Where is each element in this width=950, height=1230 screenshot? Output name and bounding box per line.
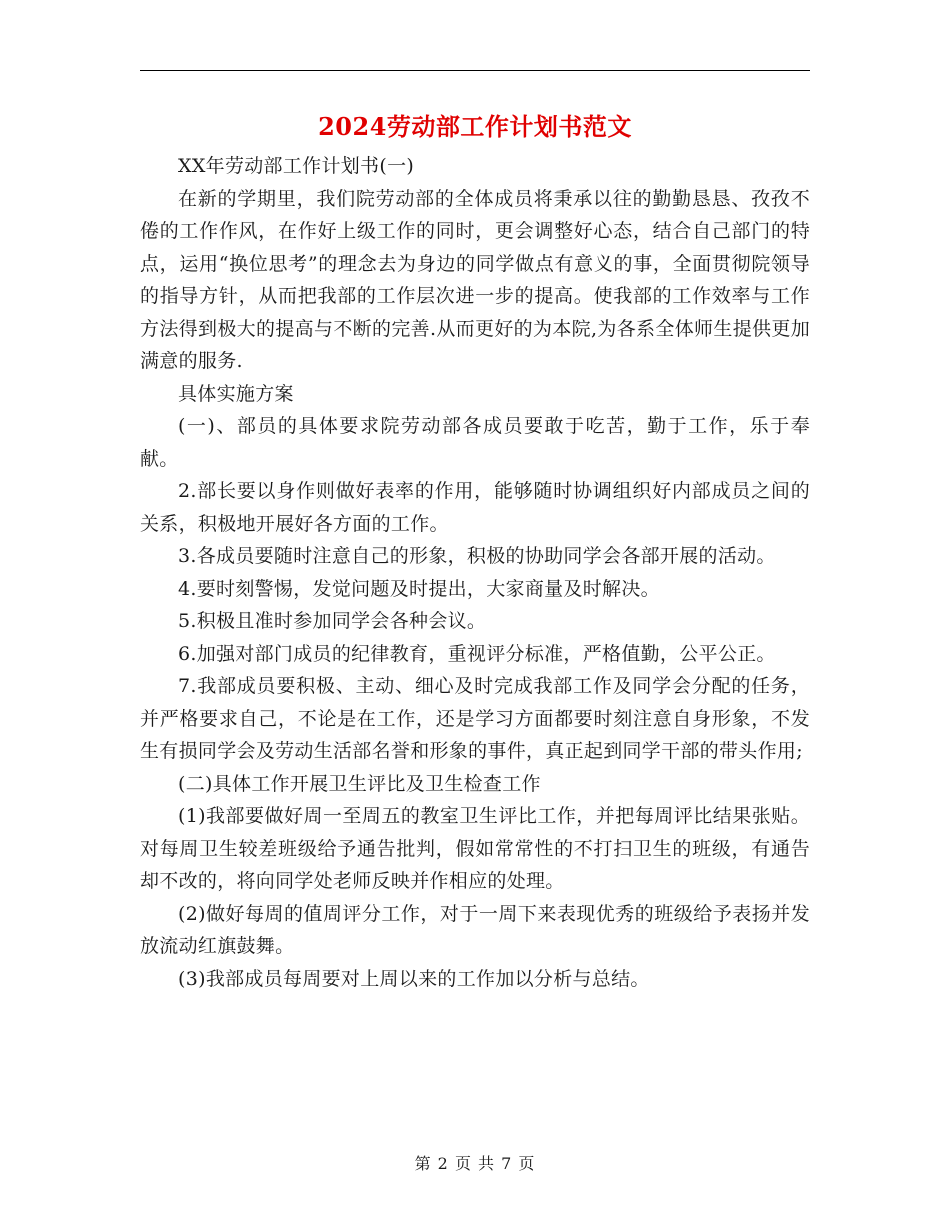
- paragraph: 6.加强对部门成员的纪律教育，重视评分标准，严格值勤，公平公正。: [178, 642, 776, 665]
- paragraph: (1)我部要做好周一至周五的教室卫生评比工作，并把每周评比结果张贴。对每周卫生较差班级给予通告批判，假如常常性的不打扫卫生的班级，有通告却不改的，将向同学处老师反映并作相应的处理。: [140, 805, 810, 892]
- paragraph: XX年劳动部工作计划书(一): [178, 155, 415, 177]
- document-title: 2024劳动部工作计划书范文: [318, 112, 632, 141]
- paragraph: 2.部长要以身作则做好表率的作用，能够随时协调组织好内部成员之间的关系，积极地开展好各方面的工作。: [140, 480, 810, 535]
- paragraph: (二)具体工作开展卫生评比及卫生检查工作: [178, 772, 541, 795]
- paragraph: 在新的学期里，我们院劳动部的全体成员将秉承以往的勤勤恳恳、孜孜不倦的工作作风，在作好上级工作的同时，更会调整好心态，结合自己部门的特点，运用“换位思考”的理念去为身边的同学做点有意义的事，全面贯彻院领导的指导方针，从而把我部的工作层次进一步的提高。使我部的工作效率与工作方法得到极大的提高与不断的完善.从而更好的为本院,为各系全体师生提供更加满意的服务.: [140, 187, 810, 372]
- paragraph: (2)做好每周的值周评分工作，对于一周下来表现优秀的班级给予表扬并发放流动红旗鼓舞。: [140, 902, 810, 957]
- document-body: [140, 150, 810, 995]
- paragraph: 4.要时刻警惕，发觉问题及时提出，大家商量及时解决。: [178, 577, 660, 600]
- paragraph: 5.积极且准时参加同学会各种会议。: [178, 610, 487, 632]
- header-rule: [140, 70, 810, 71]
- paragraph: 具体实施方案: [178, 382, 294, 405]
- paragraph: 3.各成员要随时注意自己的形象，积极的协助同学会各部开展的活动。: [178, 545, 776, 567]
- page-number: 第 2 页 共 7 页: [414, 1154, 536, 1173]
- paragraph: (3)我部成员每周要对上周以来的工作加以分析与总结。: [178, 967, 650, 990]
- paragraph: 7.我部成员要积极、主动、细心及时完成我部工作及同学会分配的任务，并严格要求自己，不论是在工作，还是学习方面都要时刻注意自身形象，不发生有损同学会及劳动生活部名誉和形象的事件，真正起到同学干部的带头作用;: [140, 675, 810, 762]
- paragraph: (一)、部员的具体要求院劳动部各成员要敢于吃苦，勤于工作，乐于奉献。: [140, 415, 810, 470]
